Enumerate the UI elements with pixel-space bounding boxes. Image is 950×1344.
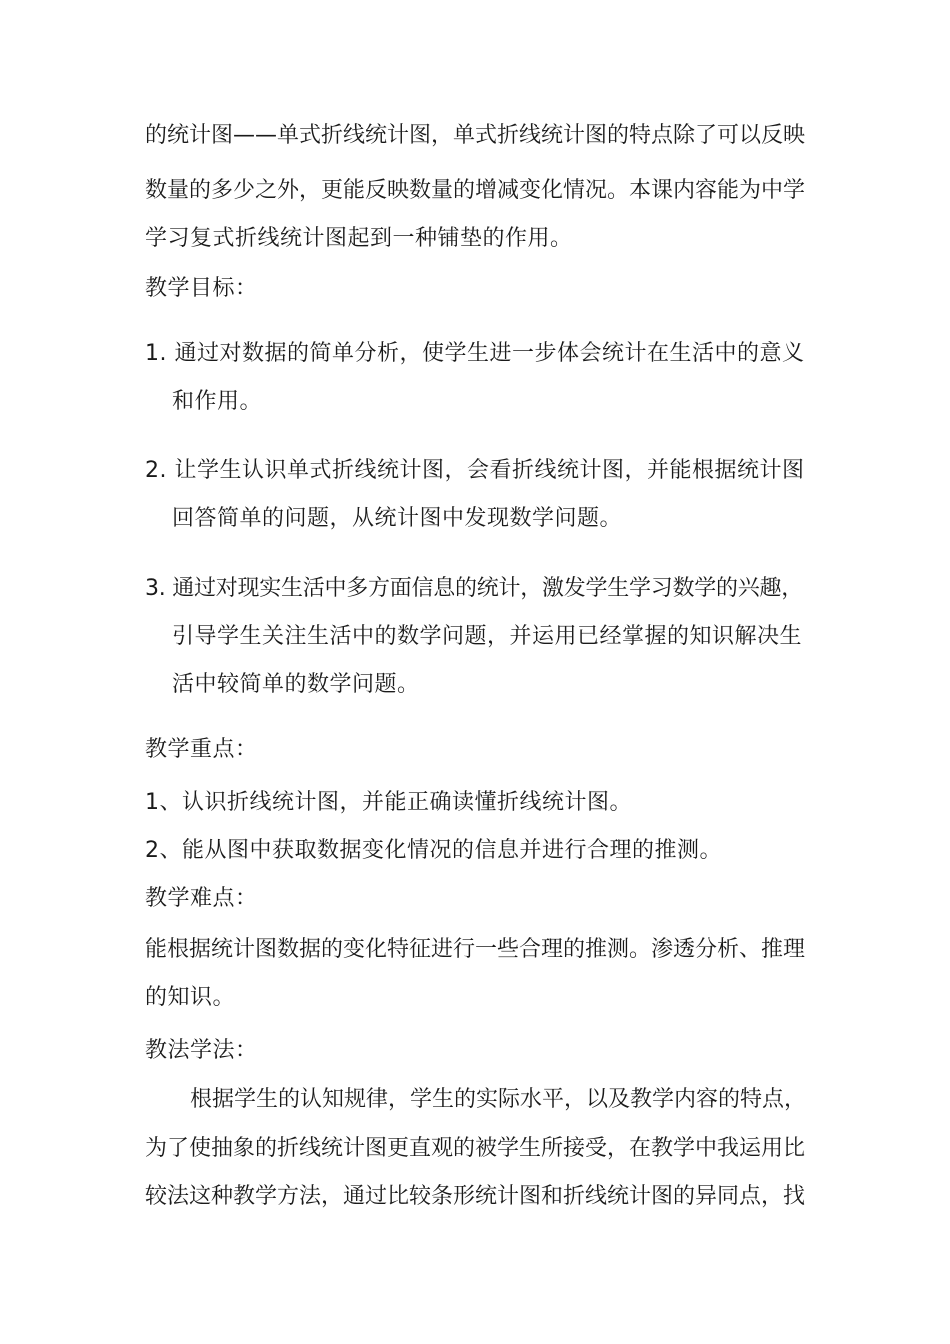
methods-heading: 教法学法：	[145, 1038, 258, 1063]
objective-3-line-2: 引导学生关注生活中的数学问题，并运用已经掌握的知识解决生	[172, 624, 803, 649]
difficulties-heading: 教学难点：	[145, 886, 258, 911]
objective-1-line-2: 和作用。	[172, 389, 263, 414]
intro-line-1: 的统计图——单式折线统计图，单式折线统计图的特点除了可以反映	[145, 123, 806, 148]
difficulties-line-1: 能根据统计图数据的变化特征进行一些合理的推测。渗透分析、推理	[145, 937, 806, 962]
methods-line-2: 为了使抽象的折线统计图更直观的被学生所接受，在教学中我运用比	[145, 1136, 806, 1161]
objectives-heading: 教学目标：	[145, 276, 258, 301]
difficulties-line-2: 的知识。	[145, 985, 236, 1010]
intro-line-3: 学习复式折线统计图起到一种铺垫的作用。	[145, 226, 573, 251]
methods-line-1: 根据学生的认知规律，学生的实际水平，以及教学内容的特点，	[190, 1087, 807, 1112]
objective-2-line-1: 2. 让学生认识单式折线统计图，会看折线统计图，并能根据统计图	[145, 458, 805, 483]
objective-3-line-1: 3. 通过对现实生活中多方面信息的统计，激发学生学习数学的兴趣，	[145, 576, 803, 601]
objective-1-line-1: 1. 通过对数据的简单分析，使学生进一步体会统计在生活中的意义	[145, 341, 805, 366]
key-point-1: 1、认识折线统计图，并能正确读懂折线统计图。	[145, 790, 632, 815]
objective-3-line-3: 活中较简单的数学问题。	[172, 672, 420, 697]
key-points-heading: 教学重点：	[145, 737, 258, 762]
objective-2-line-2: 回答简单的问题，从统计图中发现数学问题。	[172, 506, 623, 531]
methods-line-3: 较法这种教学方法，通过比较条形统计图和折线统计图的异同点，找	[145, 1184, 806, 1209]
key-point-2: 2、能从图中获取数据变化情况的信息并进行合理的推测。	[145, 838, 722, 863]
intro-line-2: 数量的多少之外，更能反映数量的增减变化情况。本课内容能为中学	[145, 178, 806, 203]
